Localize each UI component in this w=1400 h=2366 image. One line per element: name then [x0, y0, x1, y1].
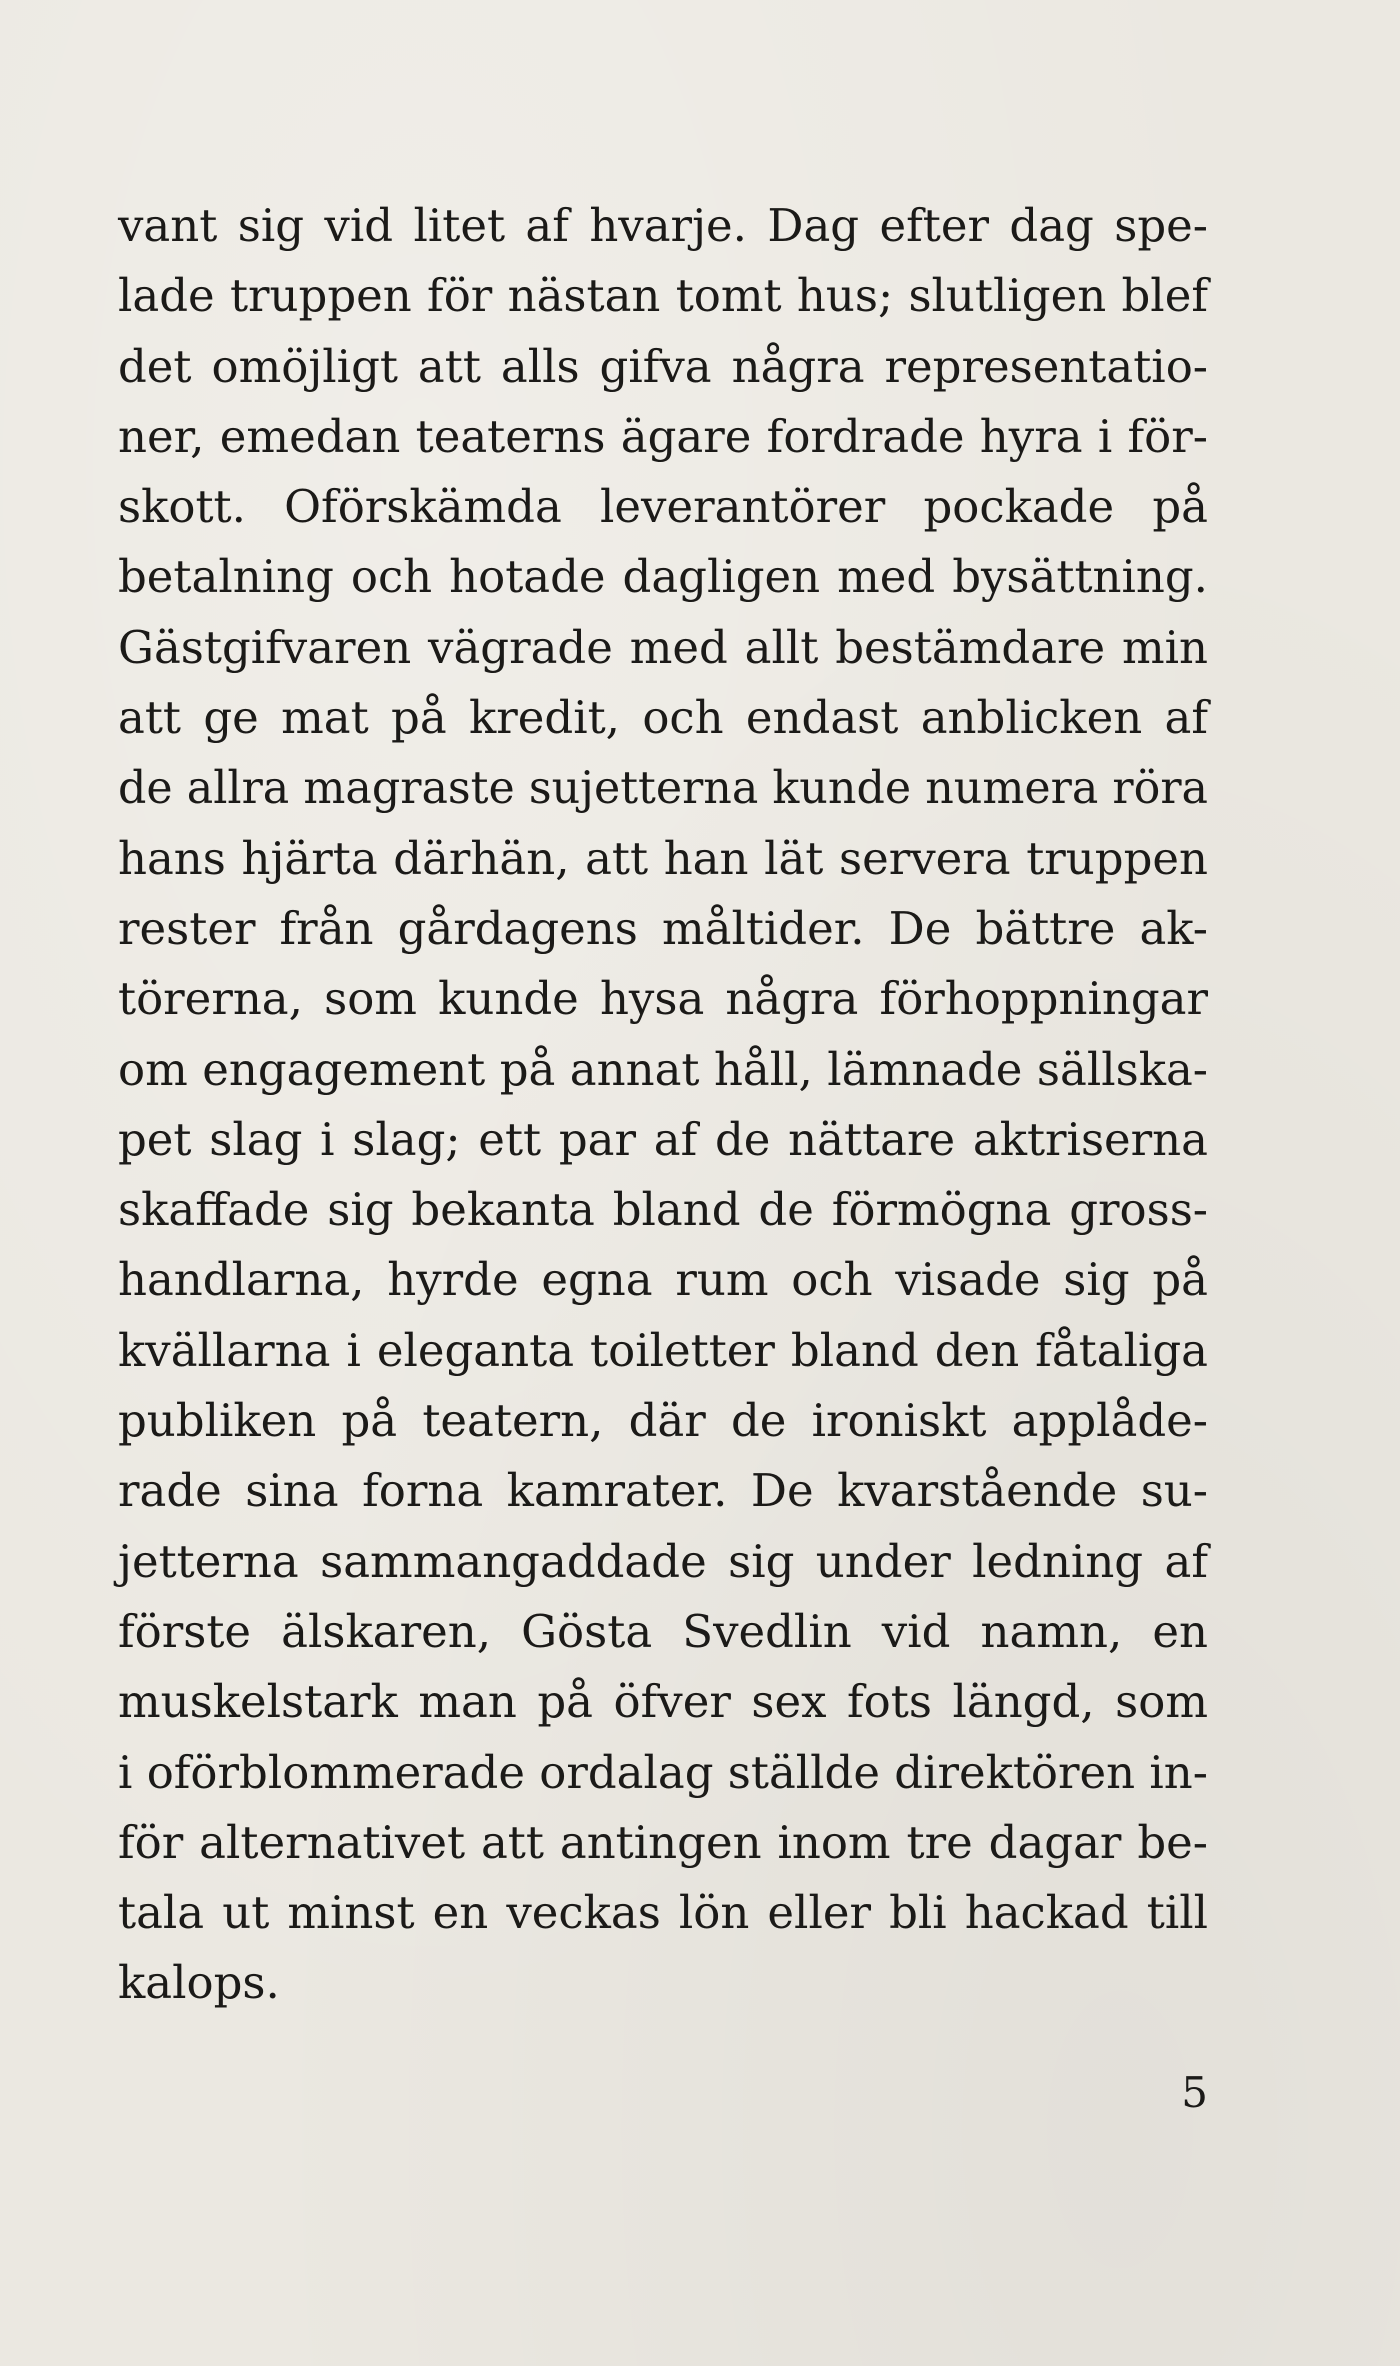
text-line: kvällarna i eleganta toiletter bland den fåtaliga: [118, 1323, 1208, 1377]
text-line: att ge mat på kredit, och endast anblicken af: [118, 691, 1208, 745]
text-line: de allra magraste sujetterna kunde numera röra: [118, 761, 1208, 815]
text-line: publiken på teatern, där de ironiskt applåde-: [118, 1394, 1208, 1448]
text-line: pet slag i slag; ett par af de nättare aktriserna: [118, 1112, 1208, 1166]
text-line: vant sig vid litet af hvarje. Dag efter dag spe-: [118, 199, 1208, 252]
text-line: hans hjärta därhän, att han lät servera truppen: [118, 831, 1208, 885]
page-number: 5: [1181, 2068, 1208, 2117]
text-line: kalops.: [118, 1956, 280, 2010]
text-line: törerna, som kunde hysa några förhoppningar: [118, 972, 1208, 1026]
text-line: skott. Oförskämda leverantörer pockade på: [118, 480, 1208, 534]
body-text: [118, 191, 1208, 2019]
text-line: rade sina forna kamrater. De kvarstående su-: [118, 1464, 1208, 1518]
text-line: Gästgifvaren vägrade med allt bestämdare min: [118, 620, 1208, 674]
text-line: ner, emedan teaterns ägare fordrade hyra i för-: [118, 409, 1208, 463]
text-line: för alternativet att antingen inom tre dagar be-: [118, 1815, 1208, 1869]
text-line: tala ut minst en veckas lön eller bli hackad till: [118, 1886, 1208, 1940]
text-line: det omöjligt att alls gifva några representatio-: [118, 339, 1208, 393]
text-line: handlarna, hyrde egna rum och visade sig på: [118, 1253, 1208, 1307]
text-line: om engagement på annat håll, lämnade sällska-: [118, 1042, 1208, 1096]
text-line: lade truppen för nästan tomt hus; slutligen blef: [118, 269, 1208, 323]
text-line: skaffade sig bekanta bland de förmögna gross-: [118, 1183, 1208, 1237]
text-line: jetterna sammangaddade sig under ledning af: [118, 1534, 1208, 1588]
text-line: betalning och hotade dagligen med bysättning.: [118, 550, 1208, 604]
text-line: rester från gårdagens måltider. De bättre ak-: [118, 901, 1208, 955]
text-line: i oförblommerade ordalag ställde direktören in-: [118, 1745, 1208, 1799]
text-line: förste älskaren, Gösta Svedlin vid namn, en: [118, 1604, 1208, 1658]
text-line: muskelstark man på öfver sex fots längd, som: [118, 1675, 1208, 1729]
